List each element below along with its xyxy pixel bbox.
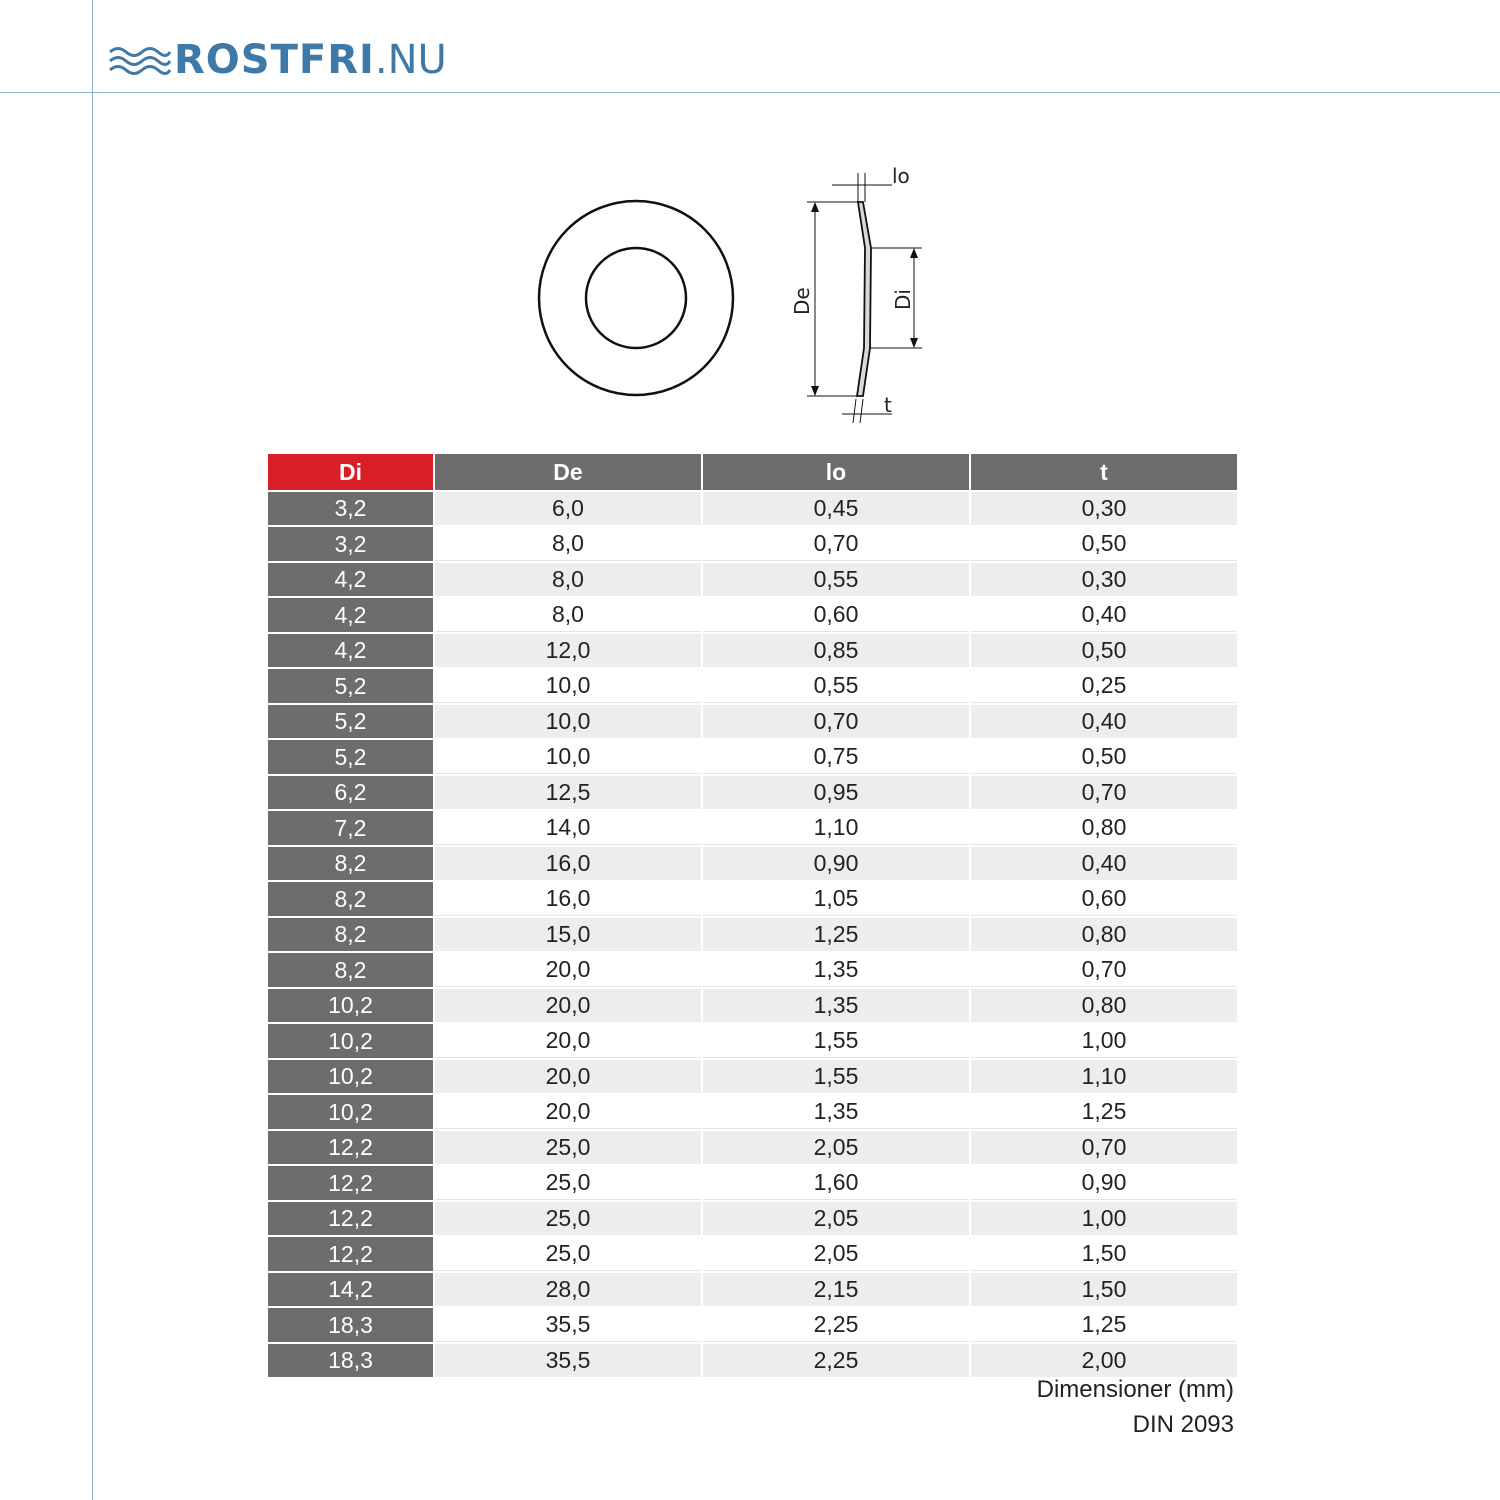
cell-t: 0,30 <box>971 561 1237 596</box>
cell-lo: 0,95 <box>703 774 969 809</box>
standard-note: DIN 2093 <box>1132 1411 1234 1438</box>
cell-de: 20,0 <box>435 1058 701 1093</box>
table-row <box>268 1306 1237 1342</box>
cell-lo: 2,15 <box>703 1271 969 1306</box>
lo-label: lo <box>892 164 910 188</box>
cell-t: 1,25 <box>971 1093 1237 1129</box>
cell-de: 35,5 <box>435 1306 701 1342</box>
cell-di: 3,2 <box>268 525 433 561</box>
header-divider <box>0 92 1500 93</box>
cell-de: 35,5 <box>435 1342 701 1377</box>
brand-suffix: .NU <box>374 37 447 83</box>
table-row <box>268 1093 1237 1129</box>
cell-t: 0,80 <box>971 987 1237 1022</box>
cell-lo: 0,45 <box>703 490 969 525</box>
cell-lo: 2,25 <box>703 1306 969 1342</box>
cell-t: 0,80 <box>971 809 1237 845</box>
cell-lo: 0,70 <box>703 703 969 738</box>
cell-t: 0,70 <box>971 1129 1237 1164</box>
cell-lo: 1,35 <box>703 987 969 1022</box>
cell-di: 14,2 <box>268 1271 433 1306</box>
washer-side-profile <box>857 202 871 396</box>
cell-de: 6,0 <box>435 490 701 525</box>
cell-di: 12,2 <box>268 1235 433 1271</box>
cell-lo: 0,70 <box>703 525 969 561</box>
brand-logo[interactable] <box>108 38 447 82</box>
cell-de: 10,0 <box>435 738 701 774</box>
cell-di: 8,2 <box>268 880 433 916</box>
washer-outer-circle <box>539 201 733 395</box>
cell-t: 0,80 <box>971 916 1237 951</box>
units-note: Dimensioner (mm) <box>1036 1376 1234 1403</box>
table-row <box>268 632 1237 667</box>
cell-lo: 1,35 <box>703 1093 969 1129</box>
cell-lo: 1,25 <box>703 916 969 951</box>
cell-di: 8,2 <box>268 951 433 987</box>
waves-icon <box>108 40 172 80</box>
cell-t: 0,70 <box>971 951 1237 987</box>
t-label: t <box>884 393 892 417</box>
cell-di: 12,2 <box>268 1200 433 1235</box>
cell-lo: 0,60 <box>703 596 969 632</box>
table-row <box>268 916 1237 951</box>
cell-de: 20,0 <box>435 1022 701 1058</box>
cell-lo: 2,05 <box>703 1235 969 1271</box>
cell-t: 0,50 <box>971 738 1237 774</box>
cell-di: 3,2 <box>268 490 433 525</box>
cell-di: 10,2 <box>268 1022 433 1058</box>
cell-di: 7,2 <box>268 809 433 845</box>
cell-t: 0,30 <box>971 490 1237 525</box>
cell-t: 0,40 <box>971 845 1237 880</box>
cell-de: 25,0 <box>435 1129 701 1164</box>
cell-t: 0,70 <box>971 774 1237 809</box>
cell-di: 12,2 <box>268 1164 433 1200</box>
cell-di: 18,3 <box>268 1342 433 1377</box>
cell-t: 1,50 <box>971 1271 1237 1306</box>
cell-lo: 1,35 <box>703 951 969 987</box>
dimension-table <box>266 454 1239 1377</box>
cell-de: 8,0 <box>435 596 701 632</box>
cell-lo: 1,55 <box>703 1022 969 1058</box>
cell-lo: 0,55 <box>703 667 969 703</box>
table-row <box>268 845 1237 880</box>
cell-de: 12,5 <box>435 774 701 809</box>
header-de: De <box>435 454 701 490</box>
cell-lo: 2,05 <box>703 1129 969 1164</box>
cell-di: 10,2 <box>268 1058 433 1093</box>
cell-lo: 1,60 <box>703 1164 969 1200</box>
cell-de: 15,0 <box>435 916 701 951</box>
cell-lo: 1,55 <box>703 1058 969 1093</box>
table-header-row <box>268 454 1237 490</box>
cell-t: 0,50 <box>971 525 1237 561</box>
de-label: De <box>790 287 814 315</box>
table-row <box>268 1200 1237 1235</box>
cell-de: 20,0 <box>435 1093 701 1129</box>
cell-di: 18,3 <box>268 1306 433 1342</box>
cell-lo: 0,90 <box>703 845 969 880</box>
cell-de: 8,0 <box>435 525 701 561</box>
header-di: Di <box>268 454 433 490</box>
cell-di: 10,2 <box>268 987 433 1022</box>
cell-de: 20,0 <box>435 987 701 1022</box>
table-row <box>268 525 1237 561</box>
table-row <box>268 951 1237 987</box>
cell-t: 1,25 <box>971 1306 1237 1342</box>
cell-de: 16,0 <box>435 845 701 880</box>
cell-t: 0,40 <box>971 596 1237 632</box>
table-row <box>268 738 1237 774</box>
cell-lo: 2,25 <box>703 1342 969 1377</box>
table-row <box>268 809 1237 845</box>
table-row <box>268 880 1237 916</box>
cell-t: 0,90 <box>971 1164 1237 1200</box>
cell-de: 25,0 <box>435 1200 701 1235</box>
cell-de: 16,0 <box>435 880 701 916</box>
cell-t: 1,50 <box>971 1235 1237 1271</box>
cell-di: 8,2 <box>268 845 433 880</box>
cell-t: 0,60 <box>971 880 1237 916</box>
cell-di: 5,2 <box>268 703 433 738</box>
cell-lo: 1,10 <box>703 809 969 845</box>
cell-lo: 2,05 <box>703 1200 969 1235</box>
table-row <box>268 1058 1237 1093</box>
cell-t: 1,00 <box>971 1022 1237 1058</box>
cell-de: 25,0 <box>435 1235 701 1271</box>
table-row <box>268 774 1237 809</box>
cell-di: 10,2 <box>268 1093 433 1129</box>
table-row <box>268 596 1237 632</box>
cell-de: 20,0 <box>435 951 701 987</box>
di-label: Di <box>891 289 915 310</box>
washer-diagram <box>520 155 940 435</box>
cell-t: 0,25 <box>971 667 1237 703</box>
brand-name: ROSTFRI <box>174 37 375 83</box>
left-margin-line <box>92 0 93 1500</box>
table-row <box>268 1129 1237 1164</box>
cell-lo: 1,05 <box>703 880 969 916</box>
cell-di: 8,2 <box>268 916 433 951</box>
cell-t: 1,10 <box>971 1058 1237 1093</box>
table-row <box>268 1164 1237 1200</box>
cell-t: 1,00 <box>971 1200 1237 1235</box>
cell-de: 12,0 <box>435 632 701 667</box>
cell-t: 0,50 <box>971 632 1237 667</box>
cell-de: 25,0 <box>435 1164 701 1200</box>
cell-de: 10,0 <box>435 667 701 703</box>
cell-di: 4,2 <box>268 632 433 667</box>
table-row <box>268 703 1237 738</box>
table-row <box>268 561 1237 596</box>
table-row <box>268 1022 1237 1058</box>
table-row <box>268 490 1237 525</box>
table-row <box>268 1271 1237 1306</box>
cell-de: 14,0 <box>435 809 701 845</box>
cell-di: 5,2 <box>268 667 433 703</box>
header-lo: lo <box>703 454 969 490</box>
table-row <box>268 1342 1237 1377</box>
cell-di: 4,2 <box>268 596 433 632</box>
cell-de: 10,0 <box>435 703 701 738</box>
washer-inner-circle <box>586 248 686 348</box>
cell-di: 4,2 <box>268 561 433 596</box>
cell-t: 2,00 <box>971 1342 1237 1377</box>
table-row <box>268 987 1237 1022</box>
table-row <box>268 667 1237 703</box>
header-t: t <box>971 454 1237 490</box>
cell-lo: 0,55 <box>703 561 969 596</box>
cell-di: 5,2 <box>268 738 433 774</box>
cell-lo: 0,85 <box>703 632 969 667</box>
cell-de: 8,0 <box>435 561 701 596</box>
table-row <box>268 1235 1237 1271</box>
cell-lo: 0,75 <box>703 738 969 774</box>
cell-di: 6,2 <box>268 774 433 809</box>
cell-di: 12,2 <box>268 1129 433 1164</box>
cell-de: 28,0 <box>435 1271 701 1306</box>
cell-t: 0,40 <box>971 703 1237 738</box>
